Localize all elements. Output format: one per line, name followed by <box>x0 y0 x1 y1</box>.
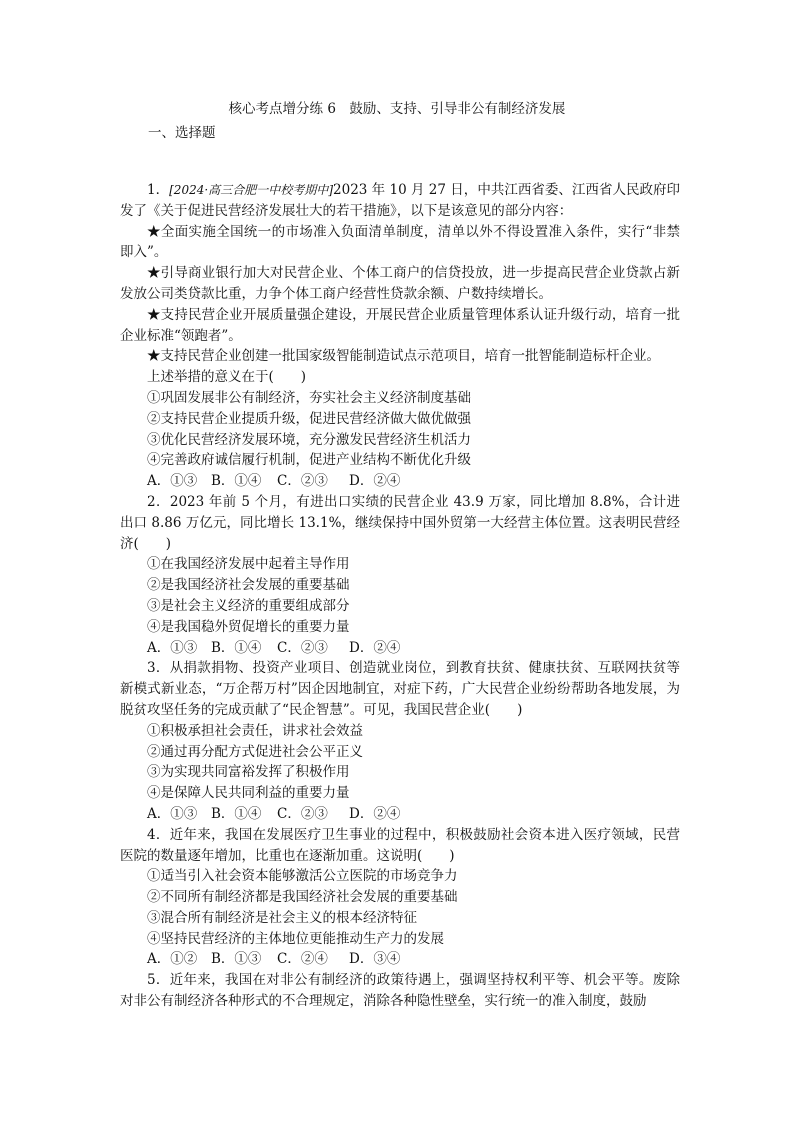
statement-3: ③是社会主义经济的重要组成部分 <box>147 597 350 614</box>
question-2-options <box>120 638 680 659</box>
statement-4: ④完善政府诚信履行机制，促进产业结构不断优化升级 <box>147 452 471 469</box>
statement-1: ①在我国经济发展中起着主导作用 <box>147 556 350 573</box>
statement-2: ②通过再分配方式促进社会公平正义 <box>147 743 363 760</box>
option-a: A．①③ <box>147 639 198 656</box>
statement-2: ②支持民营企业提质升级，促进民营经济做大做优做强 <box>147 410 471 427</box>
question-1-bullet-1: ★全面实施全国统一的市场准入负面清单制度，清单以外不得设置准入条件，实行“非禁即入”。 <box>120 223 680 261</box>
question-list <box>120 180 680 1012</box>
option-b: B．①③ <box>211 951 262 968</box>
statement-2: ②是我国经济社会发展的重要基础 <box>147 577 350 594</box>
question-4-stem: 4．近年来，我国在发展医疗卫生事业的过程中，积极鼓励社会资本进入医疗领域，民营医院的数量逐年增加，比重也在逐渐加重。这说明( ) <box>120 826 680 864</box>
question-1-options <box>120 471 680 492</box>
option-c: C．②③ <box>277 805 328 822</box>
option-d: D．②④ <box>349 473 401 490</box>
question-5-stem: 5．近年来，我国在对非公有制经济的政策待遇上，强调坚持权利平等、机会平等。废除对非公有制经济各种形式的不合理规定，消除各种隐性壁垒，实行统一的准入制度，鼓励 <box>120 972 680 1010</box>
question-1-bullet-4: ★支持民营企业创建一批国家级智能制造试点示范项目，培育一批智能制造标杆企业。 <box>147 348 660 365</box>
section-heading: 一、选择题 <box>148 125 216 141</box>
statement-1: ①适当引入社会资本能够激活公立医院的市场竞争力 <box>147 868 458 885</box>
question-3-options <box>120 804 680 825</box>
option-c: C．②④ <box>277 951 328 968</box>
statement-3: ③为实现共同富裕发挥了积极作用 <box>147 764 350 781</box>
question-1-stem: 1．[2024·高三合肥一中校考期中]2023 年 10 月 27 日，中共江西省委、江西省人民政府印发了《关于促进民营经济发展壮大的若干措施》，以下是该意见的部分内容： <box>120 182 681 219</box>
option-d: D．②④ <box>349 639 401 656</box>
option-a: A．①③ <box>147 473 198 490</box>
statement-4: ④是保障人民共同利益的重要力量 <box>147 785 350 802</box>
question-source: [2024·高三合肥一中校考期中] <box>169 183 334 197</box>
option-d: D．③④ <box>349 951 401 968</box>
statement-3: ③混合所有制经济是社会主义的根本经济特征 <box>147 909 417 926</box>
statement-1: ①积极承担社会责任，讲求社会效益 <box>147 722 363 739</box>
question-1-ask: 上述举措的意义在于( ) <box>147 369 307 386</box>
statement-2: ②不同所有制经济都是我国经济社会发展的重要基础 <box>147 889 458 906</box>
option-b: B．①④ <box>211 639 262 656</box>
statement-4: ④坚持民营经济的主体地位更能推动生产力的发展 <box>147 930 444 947</box>
question-1-bullet-2: ★引导商业银行加大对民营企业、个体工商户的信贷投放，进一步提高民营企业贷款占新发放公司类贷款比重，力争个体工商户经营性贷款余额、户数持续增长。 <box>120 265 680 302</box>
option-a: A．①③ <box>147 805 198 822</box>
question-4-options <box>120 949 680 970</box>
option-c: C．②③ <box>277 639 328 656</box>
option-b: B．①④ <box>211 473 262 490</box>
question-3-stem: 3．从捐款捐物、投资产业项目、创造就业岗位，到教育扶贫、健康扶贫、互联网扶贫等新模式新业态，“万企帮万村”因企因地制宜，对症下药，广大民营企业纷纷帮助各地发展，为脱贫攻坚任务的完成贡献了“民企智慧”。可见，我国民营企业( ) <box>120 660 680 718</box>
option-c: C．②③ <box>277 473 328 490</box>
page-title: 核心考点增分练 6 鼓励、支持、引导非公有制经济发展 <box>228 101 566 117</box>
option-d: D．②④ <box>349 805 401 822</box>
question-1-bullet-3: ★支持民营企业开展质量强企建设，开展民营企业质量管理体系认证升级行动，培育一批企业标准“领跑者”。 <box>120 306 680 344</box>
statement-4: ④是我国稳外贸促增长的重要力量 <box>147 618 350 635</box>
question-2-stem: 2．2023 年前 5 个月，有进出口实绩的民营企业 43.9 万家，同比增加 8.8%，合计进出口 8.86 万亿元，同比增长 13.1%，继续保持中国外贸第一大经营主体位置。这表明民营经济( ) <box>120 493 680 552</box>
option-b: B．①④ <box>211 805 262 822</box>
option-a: A．①② <box>147 951 198 968</box>
statement-1: ①巩固发展非公有制经济，夯实社会主义经济制度基础 <box>147 389 471 406</box>
statement-3: ③优化民营经济发展环境，充分激发民营经济生机活力 <box>147 431 471 448</box>
